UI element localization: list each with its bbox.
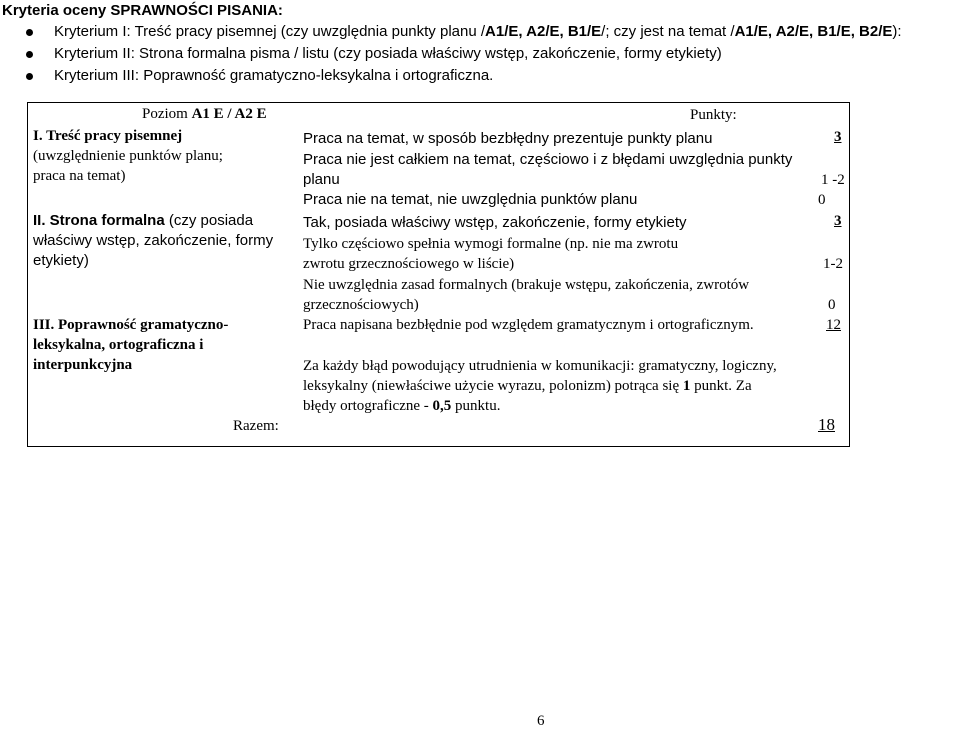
criterion-text: ): [892,23,902,40]
points-header: Punkty: [690,107,737,123]
deduction-note: leksykalny (niewłaściwe użycie wyrazu, polonizm) potrąca się 1 punkt. Za [303,378,752,394]
criterion-desc: Praca nie na temat, nie uwzględnia punktów planu [303,191,638,208]
deduction-note: błędy ortograficzne - 0,5 punktu. [303,398,501,414]
bullet-icon [26,51,33,58]
criterion-levels: A1/E, A2/E, B1/E, B2/E [734,23,893,40]
section-subtitle: praca na temat) [33,168,126,184]
criterion-label: Kryterium I [54,23,127,40]
section-title: II. Strona formalna (czy posiada [33,212,254,229]
criterion-desc: Nie uwzględnia zasad formalnych (brakuje wstępu, zakończenia, zwrotów [303,277,750,293]
points-value: 1-2 [823,256,843,272]
points-value: 12 [826,317,841,333]
criterion-text: : Treść pracy pisemnej (czy uwzględnia punkty planu / [126,23,486,40]
criterion-item [18,65,902,87]
points-value: 0 [828,297,836,313]
page-heading: Kryteria oceny SPRAWNOŚCI PISANIA: [2,2,283,19]
criteria-list [18,21,902,87]
criterion-desc: Praca napisana bezbłędnie pod względem gramatycznym i ortograficznym. [303,317,754,333]
criterion-label: Kryterium III [54,67,135,84]
criterion-desc: Tylko częściowo spełnia wymogi formalne (np. nie ma zwrotu [303,236,679,252]
section-subtitle: właściwy wstęp, zakończenie, formy [33,232,274,249]
points-value: 3 [834,129,842,145]
criterion-item [18,43,902,65]
section-subtitle: etykiety) [33,252,89,269]
section-title: I. Treść pracy pisemnej [33,128,183,144]
section-title: III. Poprawność gramatyczno- [33,317,229,333]
total-label: Razem: [233,418,279,434]
criterion-text: : Poprawność gramatyczno-leksykalna i ortograficzna. [134,67,494,84]
section-title: leksykalna, ortograficzna i [33,337,204,353]
level-header: Poziom A1 E / A2 E [142,106,267,122]
criterion-text: /; czy jest na temat / [601,23,735,40]
criterion-item [18,21,902,43]
criterion-desc: planu [303,171,340,188]
criterion-text: : Strona formalna pisma / listu (czy posiada właściwy wstęp, zakończenie, formy etykiety) [130,45,722,62]
points-value: 1 -2 [821,172,845,188]
criterion-label: Kryterium II [54,45,131,62]
total-value: 18 [818,415,835,434]
criterion-levels: A1/E, A2/E, B1/E [485,23,602,40]
points-value: 0 [818,192,826,208]
criterion-desc: Tak, posiada właściwy wstęp, zakończenie, formy etykiety [303,214,687,231]
criterion-desc: grzecznościowych) [303,297,419,313]
criterion-desc: Praca na temat, w sposób bezbłędny prezentuje punkty planu [303,130,713,147]
section-subtitle: (uwzględnienie punktów planu; [33,148,223,164]
section-title: interpunkcyjna [33,357,133,373]
bullet-icon [26,29,33,36]
page-number: 6 [537,713,545,729]
points-value: 3 [834,213,842,229]
criterion-desc: zwrotu grzecznościowego w liście) [303,256,515,272]
deduction-note: Za każdy błąd powodujący utrudnienia w komunikacji: gramatyczny, logiczny, [303,358,777,374]
bullet-icon [26,73,33,80]
criterion-desc: Praca nie jest całkiem na temat, częściowo i z błędami uwzględnia punkty [303,151,793,168]
